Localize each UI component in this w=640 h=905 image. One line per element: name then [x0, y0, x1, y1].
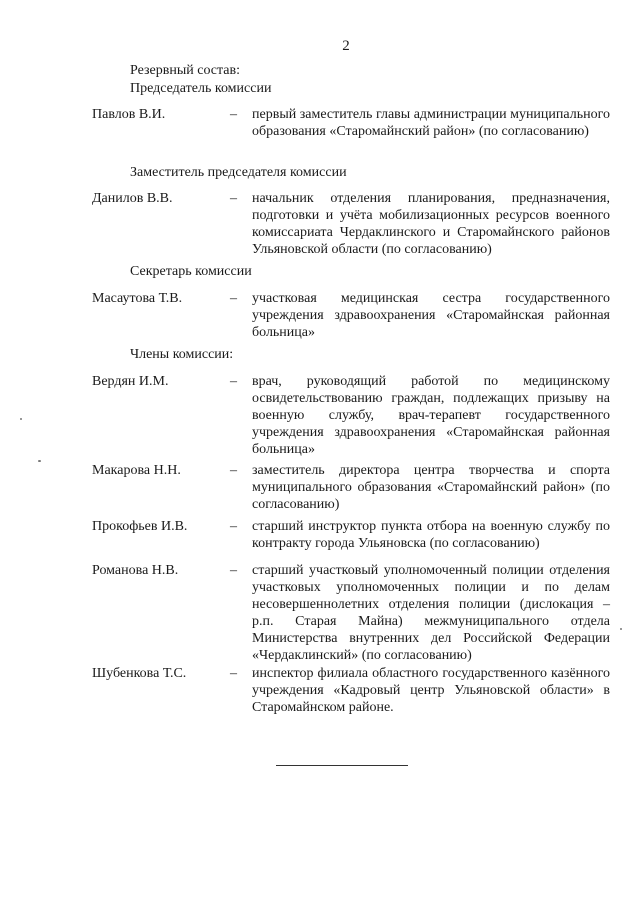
heading-deputy: Заместитель председателя комиссии [130, 165, 347, 180]
entry-member [92, 665, 610, 716]
entry-description: инспектор филиала областного государственного казённого учреждения «Кадровый центр Ульяновской области» в Старомайнском районе. [252, 666, 610, 715]
entry-description: старший участковый уполномоченный полиции отделения участковых уполномоченных полиции и по делам несовершеннолетних отделения полиции (дислокация – р.п. Старая Майна) межмуниципального отдела Министерства внутренних дел Российской Федерации «Чердаклинский» (по согласованию) [252, 563, 610, 663]
entry-member [92, 518, 610, 552]
entry-name: Шубенкова Т.С. [92, 666, 187, 681]
entry-description: врач, руководящий работой по медицинскому освидетельствованию граждан, подлежащих призыву на военную службу, врач-терапевт государственного учреждения здравоохранения «Старомайнская районная больница» [252, 374, 610, 457]
heading-secretary: Секретарь комиссии [130, 264, 252, 279]
entry-description: начальник отделения планирования, предназначения, подготовки и учёта мобилизационных ресурсов военного комиссариата Чердаклинского и Старомайнского районов Ульяновской области (по согласованию) [252, 191, 610, 257]
entry-secretary [92, 290, 610, 341]
entry-name: Данилов В.В. [92, 191, 173, 206]
entry-dash: – [230, 291, 237, 306]
entry-description: заместитель директора центра творчества и спорта муниципального образования «Старомайнский район» (по согласованию) [252, 463, 610, 512]
scan-speck [38, 460, 41, 462]
entry-dash: – [230, 374, 237, 389]
entry-dash: – [230, 519, 237, 534]
scan-speck [20, 418, 22, 420]
heading-members: Члены комиссии: [130, 347, 234, 362]
entry-deputy [92, 190, 610, 258]
entry-member [92, 373, 610, 458]
entry-member [92, 462, 610, 513]
entry-dash: – [230, 463, 237, 478]
entry-name: Романова Н.В. [92, 563, 179, 578]
entry-member [92, 562, 610, 664]
entry-dash: – [230, 563, 237, 578]
entry-dash: – [230, 191, 237, 206]
entry-chairman [92, 106, 610, 140]
entry-name: Павлов В.И. [92, 107, 166, 122]
entry-description: участковая медицинская сестра государственного учреждения здравоохранения «Старомайнская районная больница» [252, 291, 610, 340]
entry-name: Прокофьев И.В. [92, 519, 188, 534]
entry-description: первый заместитель главы администрации муниципального образования «Старомайнский район» (по согласованию) [252, 107, 610, 139]
entry-dash: – [230, 107, 237, 122]
heading-chairman: Председатель комиссии [130, 81, 272, 96]
entry-name: Вердян И.М. [92, 374, 169, 389]
entry-description: старший инструктор пункта отбора на военную службу по контракту города Ульяновска (по согласованию) [252, 519, 610, 551]
bottom-rule [276, 765, 408, 766]
entry-name: Макарова Н.Н. [92, 463, 181, 478]
entry-name: Масаутова Т.В. [92, 291, 183, 306]
heading-reserve: Резервный состав: [130, 63, 241, 78]
entry-dash: – [230, 666, 237, 681]
scan-speck [620, 628, 622, 630]
page-number: 2 [342, 38, 350, 54]
